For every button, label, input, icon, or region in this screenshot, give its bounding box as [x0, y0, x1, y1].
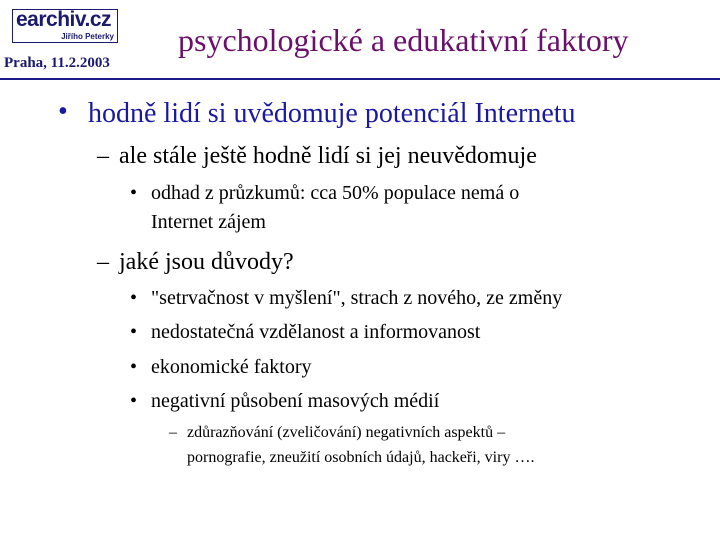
slide-date: Praha, 11.2.2003 [4, 55, 110, 71]
bullet-level3-d: ekonomické faktory [151, 356, 312, 378]
bullet-icon: • [130, 321, 138, 343]
dash-icon: – [97, 143, 109, 169]
bullet-level3-a-line2: Internet zájem [151, 211, 266, 233]
bullet-level3-c: nedostatečná vzdělanost a informovanost [151, 321, 481, 343]
bullet-icon: • [130, 287, 138, 309]
bullet-level2-a: ale stále ještě hodně lidí si jej neuvědomuje [119, 143, 537, 169]
bullet-icon: • [130, 356, 138, 378]
slide-title: psychologické a edukativní faktory [178, 22, 629, 58]
title-divider [0, 78, 720, 80]
logo-subtitle: Jiřího Peterky [61, 32, 114, 41]
bullet-level2-b: jaké jsou důvody? [119, 249, 294, 275]
earchiv-logo [12, 9, 118, 43]
bullet-icon: • [130, 390, 138, 412]
bullet-level4-line1: zdůrazňování (zveličování) negativních aspektů – [187, 424, 506, 441]
bullet-level3-a-line1: odhad z průzkumů: cca 50% populace nemá o [151, 182, 520, 204]
logo-text: earchiv.cz [16, 8, 112, 31]
bullet-level3-b: "setrvačnost v myšlení", strach z nového, ze změny [151, 287, 563, 309]
bullet-level4-line2: pornografie, zneužití osobních údajů, hackeři, viry …. [187, 449, 535, 466]
bullet-level3-e: negativní působení masových médií [151, 390, 440, 412]
bullet-icon: • [58, 96, 68, 127]
dash-icon: – [97, 249, 109, 275]
bullet-icon: • [130, 182, 138, 204]
bullet-level1: hodně lidí si uvědomuje potenciál Internetu [88, 98, 576, 129]
dash-icon: – [169, 424, 177, 441]
